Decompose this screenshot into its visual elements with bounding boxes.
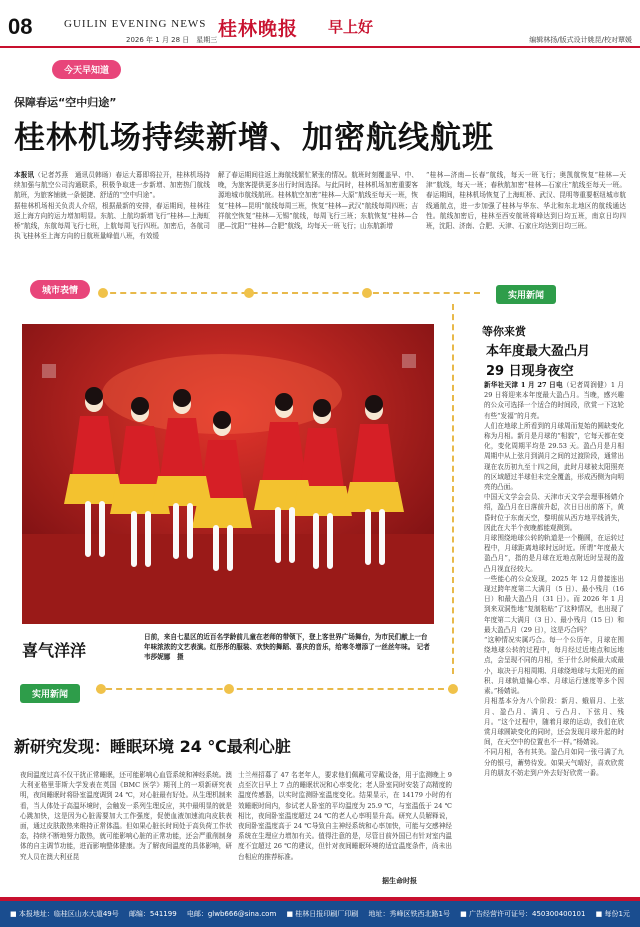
footer-email: 电邮：glwb666@sina.com: [186, 910, 277, 918]
divider-dot: [244, 288, 254, 298]
children-performance-illustration: [22, 324, 434, 624]
lead-column-3: “桂林—济南—长春”航线，每天一班飞行；奥凯航恢复“桂林—天津”航线，每天一班；春秋航加密“桂林—石家庄”航线至每天一班。春运期间，桂林机场恢复了上海虹桥、武汉、昆明等重要枢纽城市航线通航点，进一步加强了桂林与华东、华北和东北地区的航线通达性。航线加密后，桂林至西安航班将峰达到日均五班，南京日均四班，沈阳、济南、合肥、天津、石家庄均达到日均三班。: [426, 171, 626, 231]
sleep-section-tag: 实用新闻: [20, 684, 80, 703]
moon-kicker: 等你来赏: [482, 325, 526, 338]
footer-bar: [0, 897, 640, 927]
moon-para: 一些能心的公众发现，2025 年 12 月曾接连出现过跨年度第二大满月（5 日）、最小残月（16 日）和最大盈凸月（31 日）。而 2026 年 1 月到来双洞性地“复制粘贴”了这种情况，也出现了年度第二大满月（3 日）、最小残月（15 日）和最大盈凸月（29 日），这是巧合吗？: [484, 574, 624, 634]
divider: [452, 304, 454, 674]
photo-title: 喜气洋洋: [22, 641, 87, 660]
moon-body: [484, 380, 624, 892]
moon-para: “这种情况实属巧合。每一个公历年，月球在围绕地球公转的过程中，每月经过近地点和远地点，会呈现不同的月相，至于什么时候最大或最小，取决于月相周期、月球绕地球与太阳光的面积、月球轨道偏心率、月球运行速度等多个因素。”杨婧说。: [484, 636, 624, 696]
moon-title-2: 29 日现身夜空: [486, 364, 574, 379]
photo-credit: 记者韦莎妮娜 摄: [144, 643, 430, 661]
moon-title-1: 本年度最大盈凸月: [486, 344, 591, 359]
moon-para: 不同月相，各有其美。盈凸月如同一张弓满了九分的银弓，蓄势待发。如果天气晴好，喜欢欣赏月的朋友不妨走到户外去好好欣赏一番。: [484, 748, 624, 777]
lead-para-2: 据桂林机场相关负责人介绍，根据最新的安排，春运期间，桂林往返上海方向的运力增加明显。东航、上航均新增飞行“桂林—上海虹桥”航线，东航每周飞行七班，上航每周飞行四班。加密后，各航司执飞桂林至上海方向的日航班量峰值八班，有效缓: [14, 201, 210, 241]
divider-dot: [96, 684, 106, 694]
editor-credits: 编辑林扬/版式设计姚昆/校对覃媛: [529, 36, 632, 44]
divider-dot: [448, 684, 458, 694]
sleep-headline: 新研究发现：睡眠环境 24 ℃最利心脏: [14, 737, 291, 756]
lead-byline: 本报讯: [14, 171, 35, 179]
moon-para: （记者周润健）1 月 29 日将迎来本年度最大盈凸月。当晚，感兴趣的公众可选择一个适合的时间段，欣赏一下这轮有些“发福”的月亮。: [484, 381, 624, 420]
sleep-credit: 据生命时报: [382, 877, 417, 885]
footer-postcode: 邮编：541199: [128, 910, 177, 918]
divider: [96, 688, 454, 690]
photo-caption: [144, 632, 434, 662]
moon-para: 月相基本分为八个阶段：新月、蛾眉月、上弦月、盈凸月、满月、亏凸月、下弦月、残月。“这个过程中，随着月球的运动，我们在欣赏月球圆缺变化的同时，还会发现月球升起的时间，在天空中的位置也不一样。”杨婧说。: [484, 697, 624, 747]
divider: [100, 292, 480, 294]
moon-para: 月球围绕地球公转的轨道是一个椭圆，在运转过程中，月球距离地球时远时近。所谓“年度最大盈凸月”，指的是月球在近地点附近时呈现的盈凸月视直径较大。: [484, 534, 624, 573]
paper-logo: 桂林晚报: [218, 18, 299, 40]
section-logo: 早上好: [328, 18, 374, 36]
divider-dot: [362, 288, 372, 298]
divider-dot: [224, 684, 234, 694]
issue-date: 2026 年 1 月 28 日 星期三: [126, 36, 218, 44]
divider-dot: [98, 288, 108, 298]
caption-text: 日前，来自七星区的近百名学龄前儿童在老师的带领下，登上客世界广场舞台，为市民们献上一台年味浓浓的文艺表演。红彤彤的服装、欢快的舞蹈、喜庆的音乐，给寒冬增添了一丝丝年味。: [144, 633, 428, 651]
footer-price: ■ 每份1元: [595, 910, 630, 918]
lead-column-1: [14, 170, 210, 290]
moon-para: 人们在地球上所看到的月球周而复始的圆缺变化称为月相。新月是月球的“相貌”，它每天都在变化，变化周期平均是 29.53 天。盈凸月是月相周期中从上弦月到满月之间的过渡阶段，通常出现在农历初九至十四之间，此时月球被太阳照亮的区域超过半球但未完全覆盖，形成西侧为向明亮的凸面。: [484, 421, 624, 492]
photo-section-tag: 城市表情: [30, 280, 90, 299]
footer-printer: ■ 桂林日报印刷厂印刷: [286, 910, 359, 918]
footer-license: ■ 广告经营许可证号：450300400101: [460, 910, 586, 918]
footer-printer-address: 地址：秀峰区铁西北路1号: [368, 910, 450, 918]
section-tag: 今天早知道: [52, 60, 121, 79]
sleep-column-2: 士兰州招募了 47 名老年人，要求他们佩戴可穿戴设备，用于监测晚上 9 点至次日早上 7 点的睡眠状况和心率变化；老人卧室同时安装了高精度的温度传感器，以实时监测卧室温度变化。结果显示，在 14179 小时的有效睡眠时间内，参试老人卧室的平均温度为 25.9 ℃，与室温低于 24 ℃相比，夜间卧室温度超过 24 ℃的老人心率明显升高。研究人员解释说，夜间卧室温度高于 24 ℃导致自主神经系统和心率加快，可能与交感神经系统在生理应力增加有关。值得注意的是，尽管目前外国已有针对室内温度不宜超过 26 ℃的建议，但针对夜间睡眠环境的适宜温度条件，尚未出台相应的推荐标准。: [238, 771, 452, 861]
lead-column-2: 解了春运期间往返上海航线繁忙紧张的情况。航班时刻覆盖早、中、晚，为旅客提供更多出行时间选择。与此同时，桂林机场加密重要客源地城市航线航班。桂林航空加密“桂林—大原”航线至每天一班，恢复“桂林—昆明”航线每周三班，恢复“桂林—武汉”航线每周四班；吉祥航空恢复“桂林—无锡”航线，每周飞行三班；东航恢复“桂林—合肥—沈阳”“桂林—合肥”航线，均每天一班飞行；山东航新增: [218, 171, 418, 231]
moon-section-tag: 实用新闻: [496, 285, 556, 304]
masthead: [0, 0, 640, 48]
footer-address: ■ 本报地址：临桂区山水大道49号: [10, 910, 119, 918]
lead-intro: （记者苏燕 通讯员韩旸）春运大幕即将拉开，桂林机场持续加强与航空公司沟通联系，积极争取进一步新增、加密热门航线航班，为旅客铺就一条便捷、舒适的“空中归途”。: [14, 171, 210, 200]
moon-byline: 新华社天津 1 月 27 日电: [484, 381, 563, 389]
page-number: 08: [8, 14, 33, 39]
news-photo: [22, 324, 434, 624]
lead-headline: 桂林机场持续新增、加密航线航班: [14, 120, 494, 156]
lead-kicker: 保障春运“空中归途”: [14, 96, 117, 109]
sleep-column-1: 夜间温度过高不仅干扰正常睡眠，还可能影响心血管系统和神经系统。澳大利亚格里菲斯大学发表在英国《BMC 医学》期刊上的一项新研究表明，夜间睡眠时将卧室温度调到 24 ℃，对心脏最有好处。从生理机制来看，当人体处于高温环境时，会触发一系列生理反应，其中最明显的就是心跳加快，这是因为心脏需要加大工作强度，促使血液加速流向皮肤表面，通过皮肤散热来维持正常体温。但如果心脏长时间处于高负荷工作状态，持续不断地努力散热，就可能影响心脏的正常功能，还会严重削制身体的自主调节功能，进而影响整体健康。为了解夜间温度的具体影响，研究人员在澳大利亚昆: [20, 771, 232, 861]
paper-name-en: GUILIN EVENING NEWS: [64, 18, 207, 30]
moon-para: 中国天文学会会员、天津市天文学会理事杨婧介绍，盈凸月在日落前升起，次日日出前落下，黄昏时位于东南天空，黎明前从西方地平线消失，因此在大半个夜晚都能观测到。: [484, 493, 624, 532]
